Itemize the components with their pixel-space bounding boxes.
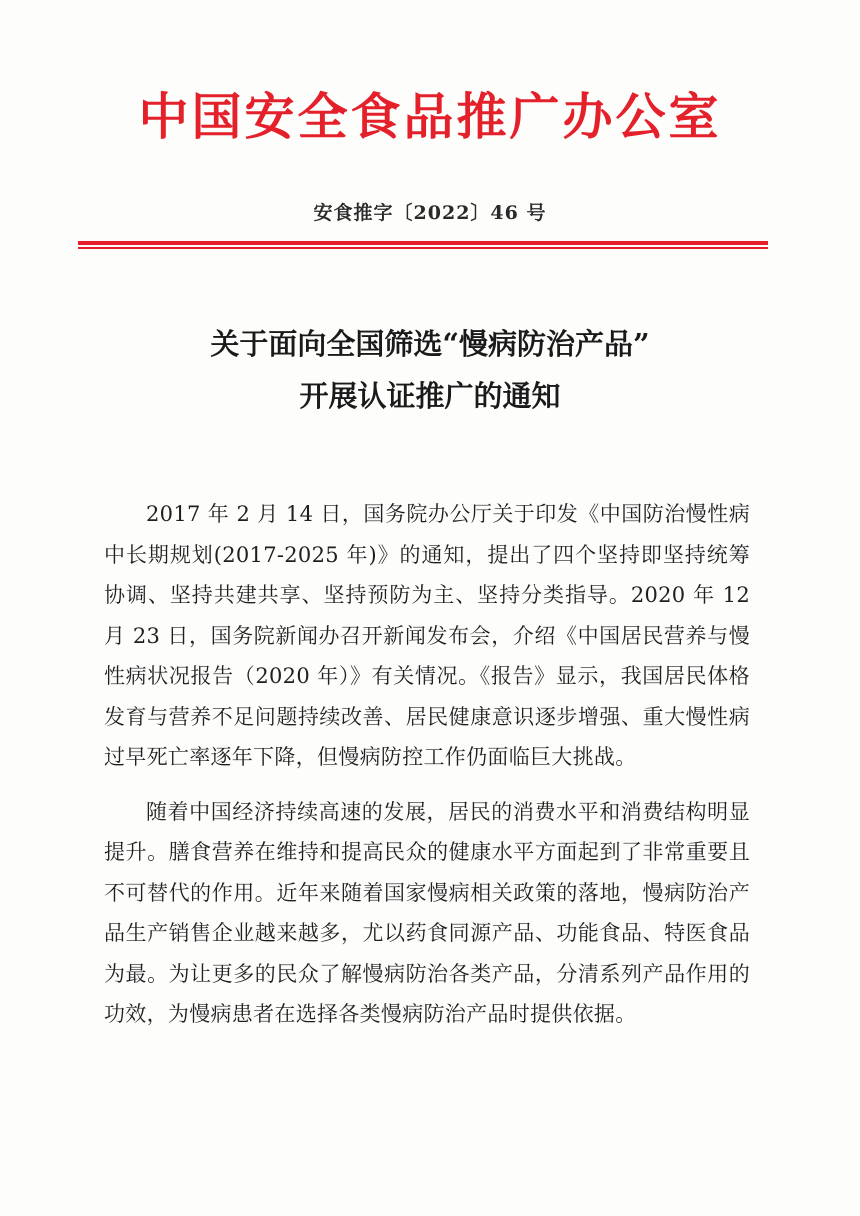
title-line-2: 开展认证推广的通知 [299,379,561,413]
title-line-1: 关于面向全国筛选“慢病防治产品” [210,327,650,361]
paragraph-2: 随着中国经济持续高速的发展，居民的消费水平和消费结构明显提升。膳食营养在维持和提高民众的健康水平方面起到了非常重要且不可替代的作用。近年来随着国家慢病相关政策的落地，慢病防治产品生产销售企业越来越多，尤以药食同源产品、功能食品、特医食品为最。为让更多的民众了解慢病防治各类产品，分清系列产品作用的功效，为慢病患者在选择各类慢病防治产品时提供依据。 [104,799,750,1026]
notice-body [104,494,750,1035]
red-divider-thin [78,247,768,249]
document-number: 安食推字〔2022〕46 号 [313,202,547,224]
notice-title [0,318,860,422]
organization-header: 中国安全食品推广办公室 [138,87,722,146]
paragraph-1: 2017 年 2 月 14 日，国务院办公厅关于印发《中国防治慢性病中长期规划(2017-2025 年)》的通知，提出了四个坚持即坚持统筹协调、坚持共建共享、坚持预防为主、坚持分类指导。2020 年 12 月 23 日，国务院新闻办召开新闻发布会，介绍《中国居民营养与慢性病状况报告（2020 年）》有关情况。《报告》显示，我国居民体格发育与营养不足问题持续改善、居民健康意识逐步增强、重大慢性病过早死亡率逐年下降，但慢病防控工作仍面临巨大挑战。 [104,502,750,769]
red-divider-thick [78,241,768,245]
